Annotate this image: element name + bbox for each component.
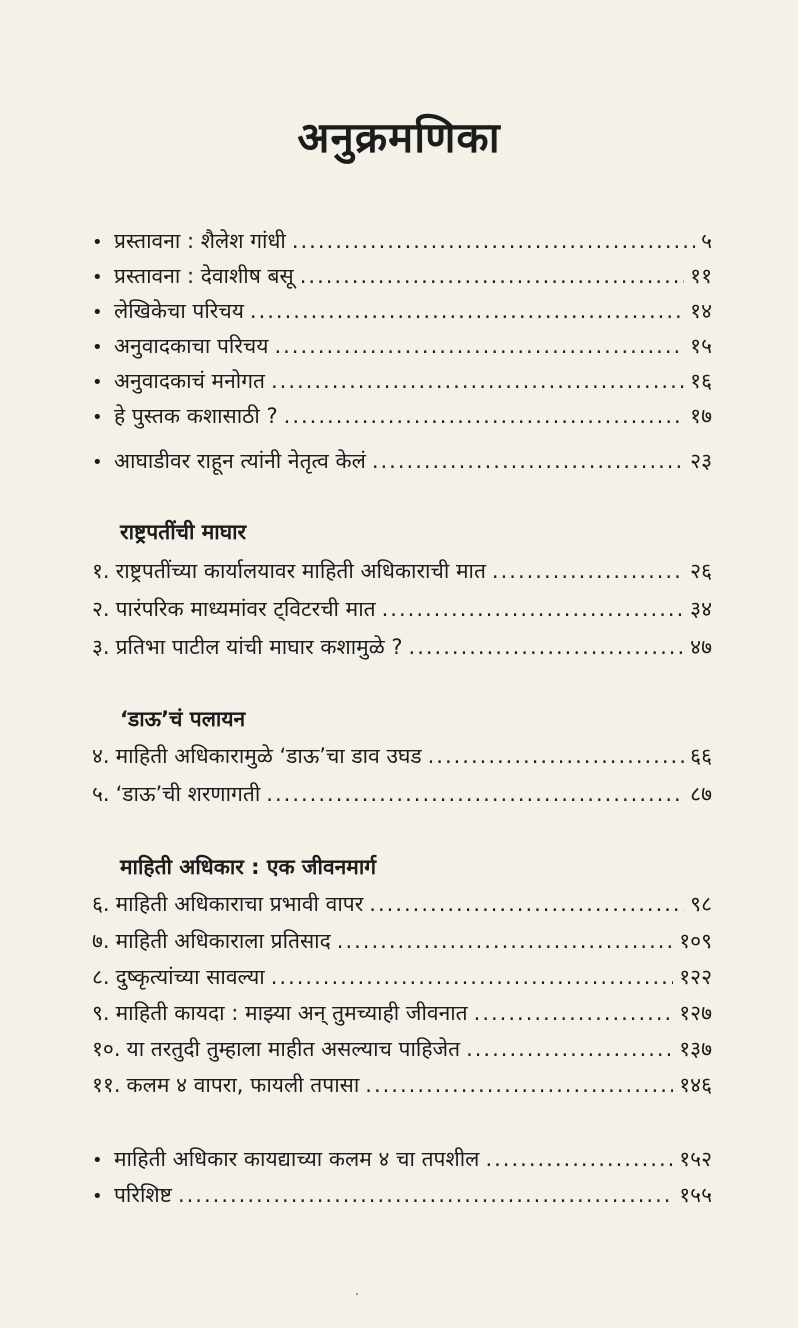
dot-leader xyxy=(369,892,684,916)
toc-entry-title: लेखिकेचा परिचय xyxy=(114,299,244,323)
chapter-page: ६६ xyxy=(690,744,712,768)
dot-leader xyxy=(271,369,684,393)
toc-entry xyxy=(92,402,712,432)
chapter-page: ९८ xyxy=(690,892,712,916)
chapter-number: १. xyxy=(92,559,110,583)
chapter-number: ७. xyxy=(92,929,110,953)
chapter-number: ११. xyxy=(92,1073,121,1097)
chapter-number: ८. xyxy=(92,965,110,989)
toc-entry xyxy=(92,227,712,257)
toc-entry-title: आघाडीवर राहून त्यांनी नेतृत्व केलं xyxy=(114,449,366,473)
chapter-page: १४६ xyxy=(679,1073,712,1097)
toc-entry-page: ५ xyxy=(701,229,712,253)
toc-entry xyxy=(92,447,712,477)
toc-entry xyxy=(92,1181,712,1211)
dot-leader xyxy=(271,965,674,989)
bullet-icon: • xyxy=(92,452,103,473)
toc-entry-page: १४ xyxy=(690,299,712,323)
chapter-number: ५. xyxy=(92,782,110,806)
page-title: अनुक्रमणिका xyxy=(297,113,501,162)
dot-leader xyxy=(409,635,685,659)
chapter-number: २. xyxy=(92,597,110,621)
toc-entry-title: प्रस्तावना : देवाशीष बसू xyxy=(114,264,294,288)
chapter-entry xyxy=(92,742,712,772)
chapter-number: ४. xyxy=(92,744,110,768)
chapter-number: ३. xyxy=(92,635,110,659)
dot-leader xyxy=(372,449,684,473)
chapter-title: माहिती अधिकारामुळे ‘डाऊ’चा डाव उघड xyxy=(115,744,422,768)
dot-leader xyxy=(337,929,673,953)
toc-entry xyxy=(92,332,712,362)
toc-entry xyxy=(92,297,712,327)
bullet-icon: • xyxy=(92,302,103,323)
chapter-title: पारंपरिक माध्यमांवर ट्विटरची मात xyxy=(115,597,376,621)
toc-entry xyxy=(92,262,712,292)
toc-entry-page: १५५ xyxy=(679,1183,712,1207)
toc-entry xyxy=(92,1145,712,1175)
section-heading: राष्ट्रपतींची माघार xyxy=(120,520,247,544)
chapter-page: १०९ xyxy=(679,929,712,953)
toc-entry-title: अनुवादकाचं मनोगत xyxy=(114,369,265,393)
dot-leader xyxy=(274,334,684,358)
toc-entry-page: १६ xyxy=(690,369,712,393)
section-heading: ‘डाऊ’चं पलायन xyxy=(120,707,246,731)
dot-leader xyxy=(474,1001,674,1025)
toc-entry-title: माहिती अधिकार कायद्याच्या कलम ४ चा तपशील xyxy=(114,1147,480,1171)
bullet-icon: • xyxy=(92,232,103,253)
dot-leader xyxy=(300,264,684,288)
toc-entry-page: १५ xyxy=(690,334,712,358)
dot-leader xyxy=(266,782,684,806)
bullet-icon: • xyxy=(92,267,103,288)
toc-entry-page: १७ xyxy=(690,404,712,428)
chapter-page: १२२ xyxy=(679,965,712,989)
chapter-title: प्रतिभा पाटील यांची माघार कशामुळे ? xyxy=(115,635,403,659)
dot-leader xyxy=(365,1073,673,1097)
chapter-number: १०. xyxy=(92,1037,121,1061)
chapter-entry xyxy=(92,557,712,587)
chapter-entry xyxy=(92,927,712,957)
chapter-number: ९. xyxy=(92,1001,110,1025)
chapter-page: ३४ xyxy=(690,597,712,621)
chapter-title: दुष्कृत्यांच्या सावल्या xyxy=(115,965,265,989)
toc-entry-title: प्रस्तावना : शैलेश गांधी xyxy=(114,229,286,253)
chapter-title: माहिती अधिकाराचा प्रभावी वापर xyxy=(115,892,364,916)
chapter-number: ६. xyxy=(92,892,110,916)
toc-entry-page: १५२ xyxy=(679,1147,712,1171)
chapter-entry xyxy=(92,633,712,663)
dot-leader xyxy=(292,229,695,253)
toc-entry-title: अनुवादकाचा परिचय xyxy=(114,334,269,358)
chapter-page: १३७ xyxy=(679,1037,712,1061)
dot-leader xyxy=(250,299,684,323)
toc-entry-title: परिशिष्ट xyxy=(114,1183,172,1207)
chapter-entry xyxy=(92,1071,712,1101)
bullet-icon: • xyxy=(92,337,103,358)
dot-leader xyxy=(284,404,685,428)
chapter-title: कलम ४ वापरा, फायली तपासा xyxy=(126,1073,360,1097)
toc-entry-page: २३ xyxy=(690,449,712,473)
chapter-entry xyxy=(92,999,712,1029)
chapter-title: माहिती कायदा : माझ्या अन् तुमच्याही जीवनात xyxy=(115,1001,468,1025)
section-heading: माहिती अधिकार : एक जीवनमार्ग xyxy=(120,855,377,879)
chapter-entry xyxy=(92,595,712,625)
chapter-entry xyxy=(92,890,712,920)
dot-leader xyxy=(428,744,685,768)
bullet-icon: • xyxy=(92,407,103,428)
chapter-page: ८७ xyxy=(690,782,712,806)
chapter-page: १२७ xyxy=(679,1001,712,1025)
toc-entry xyxy=(92,367,712,397)
chapter-title: या तरतुदी तुम्हाला माहीत असल्याच पाहिजेत xyxy=(126,1037,461,1061)
bullet-icon: • xyxy=(92,1186,103,1207)
chapter-title: माहिती अधिकाराला प्रतिसाद xyxy=(115,929,331,953)
chapter-title: राष्ट्रपतींच्या कार्यालयावर माहिती अधिकाराची मात xyxy=(115,559,486,583)
paper-speck xyxy=(356,1293,358,1295)
chapter-entry xyxy=(92,963,712,993)
toc-entry-title: हे पुस्तक कशासाठी ? xyxy=(114,404,278,428)
chapter-entry xyxy=(92,780,712,810)
chapter-entry xyxy=(92,1035,712,1065)
chapter-page: २६ xyxy=(690,559,712,583)
dot-leader xyxy=(466,1037,673,1061)
dot-leader xyxy=(492,559,684,583)
dot-leader xyxy=(382,597,685,621)
toc-entry-page: ११ xyxy=(690,264,712,288)
bullet-icon: • xyxy=(92,1150,103,1171)
bullet-icon: • xyxy=(92,372,103,393)
chapter-title: ‘डाऊ’ची शरणागती xyxy=(115,782,261,806)
chapter-page: ४७ xyxy=(690,635,712,659)
dot-leader xyxy=(485,1147,673,1171)
dot-leader xyxy=(178,1183,673,1207)
